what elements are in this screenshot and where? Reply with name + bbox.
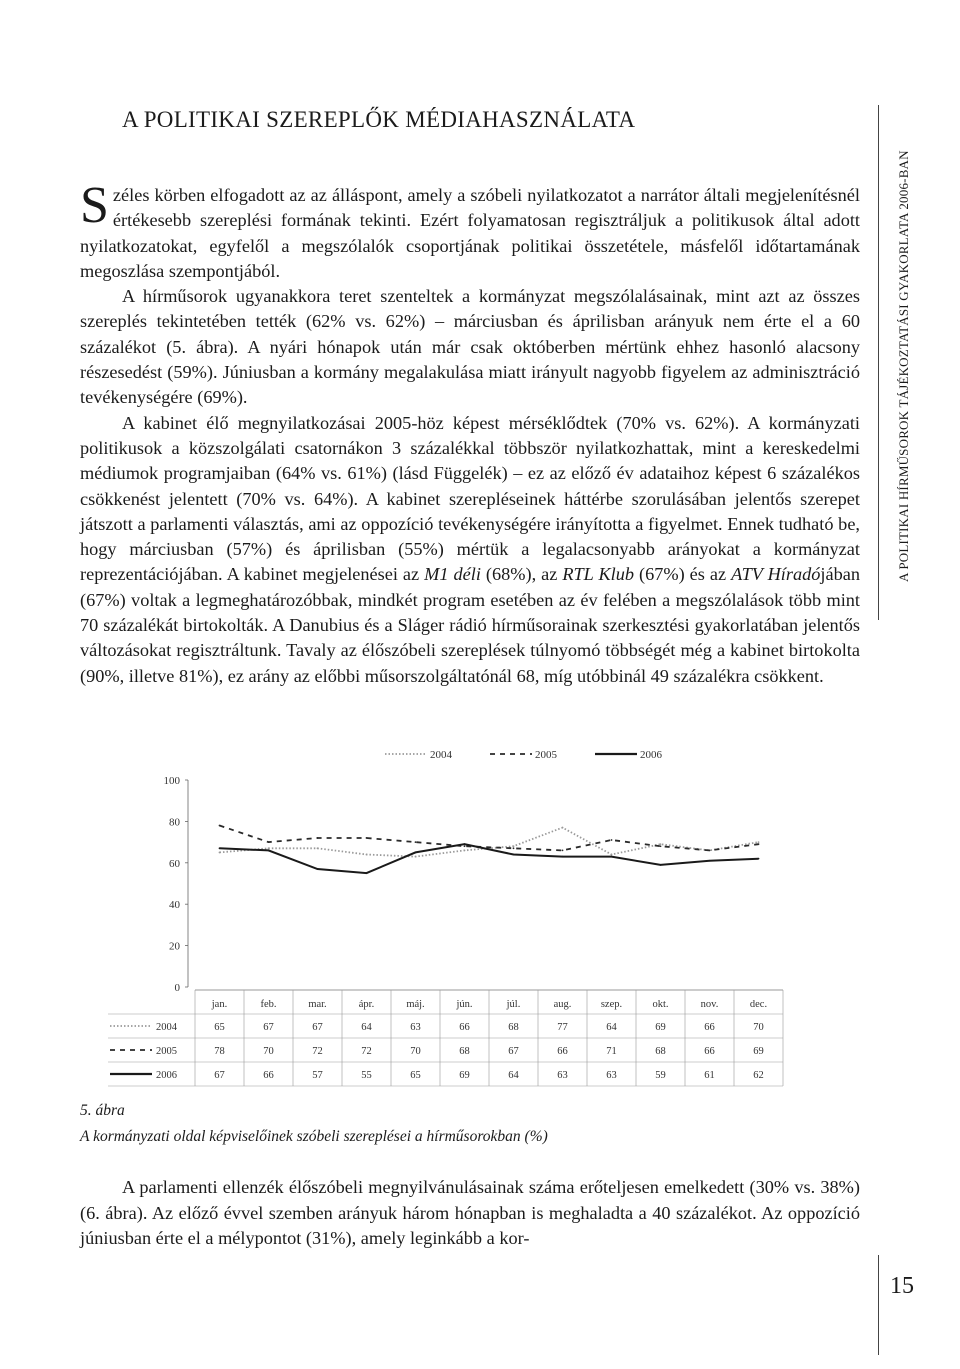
data-label: 67 xyxy=(508,1046,519,1057)
data-label: 67 xyxy=(263,1022,274,1033)
data-label: 67 xyxy=(214,1070,225,1081)
x-tick-label: mar. xyxy=(308,999,327,1010)
data-point-2006 xyxy=(758,858,760,860)
data-point-2004 xyxy=(611,854,613,856)
x-tick-label: nov. xyxy=(700,999,719,1010)
y-tick-label: 40 xyxy=(169,899,180,912)
data-point-2004 xyxy=(268,847,270,849)
data-label: 70 xyxy=(410,1046,421,1057)
data-label: 78 xyxy=(214,1046,225,1057)
data-label: 65 xyxy=(214,1022,225,1033)
data-label: 59 xyxy=(655,1070,666,1081)
paragraph-3 xyxy=(80,411,860,689)
data-point-2004 xyxy=(660,843,662,845)
data-label: 70 xyxy=(753,1022,764,1033)
data-point-2006 xyxy=(415,852,417,854)
margin-rule-top xyxy=(878,105,879,620)
data-label: 55 xyxy=(361,1070,372,1081)
table-series-label: 2005 xyxy=(156,1046,177,1057)
data-label: 61 xyxy=(704,1070,715,1081)
data-label: 69 xyxy=(655,1022,666,1033)
data-label: 68 xyxy=(459,1046,470,1057)
paragraph-4: A parlamenti ellenzék élőszóbeli megnyilvánulásainak száma erőteljesen emelkedett (30% vs. 38%) (6. ábra). Az előző évvel szemben arányuk három hónapban is meghaladta a 40 százalékot. Az oppozíció júniusban érte el a mélypontot (31%), amely leginkább a kor- xyxy=(80,1177,860,1248)
y-tick-label: 100 xyxy=(163,775,180,787)
x-tick-label: dec. xyxy=(749,999,768,1010)
data-point-2004 xyxy=(366,854,368,856)
data-label: 66 xyxy=(704,1022,715,1033)
data-label: 66 xyxy=(704,1046,715,1057)
paragraph-1-text: zéles körben elfogadott az az álláspont, amely a szóbeli nyilatkozatot a narrátor általi megjelenítésnél értékesebb szereplési formának tekinti. Ezért folyamatosan regisztráljuk a politikusok által adott nyilatkozatokat, egyfelől a megszólalók csoportjának politikai összetétele, másfelől időtartamának megoszlása szempontjából. xyxy=(80,185,860,281)
data-point-2004 xyxy=(513,845,515,847)
x-tick-label: aug. xyxy=(553,999,572,1010)
p3-part-d: jában (67%) voltak a legmeghatározóbbak, mindkét program esetében az év felében a megszólalások több mint 70 százalékát birtokolták. A Danubius és a Sláger rádió hírműsorainak szerkesztési gyakorlatában jelentős változásokat regisztráltunk. Tavaly az élőszóbeli szereplések túlnyomó többségét még a kabinet birtokolta (90%, illetve 81%), ez arány az előbbi műsorszolgáltatónál 68, míg utóbbinál 49 százalékra csökkent. xyxy=(80,564,860,686)
data-point-2005 xyxy=(366,837,368,839)
data-point-2006 xyxy=(562,856,564,858)
running-head-text: A POLITIKAI HÍRMŰSOROK TÁJÉKOZTATÁSI GYAKORLATA 2006-BAN xyxy=(896,150,911,582)
data-label: 65 xyxy=(410,1070,421,1081)
x-tick-label: okt. xyxy=(652,999,669,1010)
main-text xyxy=(80,177,860,689)
p3-part-b: (68%), az xyxy=(480,564,563,585)
paragraph-1 xyxy=(80,177,860,284)
x-tick-label: jún. xyxy=(456,999,473,1010)
data-point-2005 xyxy=(709,849,711,851)
data-label: 70 xyxy=(263,1046,274,1057)
data-point-2005 xyxy=(611,839,613,841)
data-label: 68 xyxy=(655,1046,666,1057)
data-point-2005 xyxy=(513,847,515,849)
table-series-label: 2006 xyxy=(156,1070,177,1081)
data-label: 66 xyxy=(263,1070,274,1081)
data-label: 72 xyxy=(361,1046,372,1057)
program-atv-hirado: ATV Híradó xyxy=(731,564,821,585)
series-line-2005 xyxy=(220,826,759,851)
data-label: 68 xyxy=(508,1022,519,1033)
data-point-2004 xyxy=(464,849,466,851)
data-point-2004 xyxy=(219,852,221,854)
drop-cap: S xyxy=(80,177,109,234)
data-point-2005 xyxy=(464,845,466,847)
p3-part-a: A kabinet élő megnyilatkozásai 2005-höz képest mérséklődtek (70% vs. 62%). A kormányzati politikusok a közszolgálati csatornákon 3 százalékkal többször nyilatkozhattak, mint a kereskedelmi médiumok programjaiban (64% vs. 61%) (lásd Függelék) – ez az előző év adataihoz képest 6 százalékos csökkenést jelentett (70% vs. 64%). A kabinet szerepléseinek háttérbe szorulásában jelentős szerepet játszott a parlamenti választás, ami az oppozíció tevékenységére irányította a figyelmet. Ennek tudható be, hogy márciusban (57%) és áprilisban (55%) mértük a legalacsonyabb arányokat a kormányzat reprezentációjában. A kabinet megjelenései az xyxy=(80,412,860,585)
running-head xyxy=(894,112,914,582)
data-label: 72 xyxy=(312,1046,323,1057)
data-label: 64 xyxy=(361,1022,372,1033)
data-label: 71 xyxy=(606,1046,617,1057)
data-label: 69 xyxy=(459,1070,470,1081)
data-point-2005 xyxy=(562,849,564,851)
data-point-2005 xyxy=(268,841,270,843)
data-label: 62 xyxy=(753,1070,764,1081)
data-point-2006 xyxy=(709,860,711,862)
data-point-2006 xyxy=(366,872,368,874)
data-point-2005 xyxy=(317,837,319,839)
program-rtl-klub: RTL Klub xyxy=(562,564,635,585)
data-point-2006 xyxy=(219,847,221,849)
data-label: 57 xyxy=(312,1070,323,1081)
x-tick-label: jan. xyxy=(211,999,228,1010)
data-point-2006 xyxy=(317,868,319,870)
p3-part-c: (67%) és az xyxy=(634,564,732,585)
y-tick-label: 20 xyxy=(169,940,180,953)
data-point-2005 xyxy=(758,843,760,845)
figure-number: 5. ábra xyxy=(80,1102,125,1119)
y-tick-label: 0 xyxy=(174,982,180,994)
legend-label-2004: 2004 xyxy=(430,749,452,761)
y-tick-label: 80 xyxy=(169,816,180,829)
data-label: 64 xyxy=(606,1022,617,1033)
page-title: A POLITIKAI SZEREPLŐK MÉDIAHASZNÁLATA xyxy=(122,107,636,132)
line-chart xyxy=(100,740,840,1090)
x-tick-label: máj. xyxy=(406,999,425,1010)
legend-label-2006: 2006 xyxy=(640,749,662,761)
data-point-2004 xyxy=(758,841,760,843)
x-tick-label: ápr. xyxy=(358,999,375,1010)
y-tick-label: 60 xyxy=(169,857,180,870)
data-point-2005 xyxy=(219,825,221,827)
page-number: 15 xyxy=(890,1273,914,1299)
chart-legend xyxy=(385,749,663,761)
data-label: 66 xyxy=(459,1022,470,1033)
data-label: 66 xyxy=(557,1046,568,1057)
data-label: 77 xyxy=(557,1022,568,1033)
chart-lines xyxy=(219,825,760,874)
data-point-2006 xyxy=(611,856,613,858)
x-tick-label: szep. xyxy=(600,999,623,1010)
data-point-2006 xyxy=(464,843,466,845)
data-point-2005 xyxy=(415,841,417,843)
bottom-text xyxy=(80,1175,860,1252)
data-label: 63 xyxy=(606,1070,617,1081)
x-tick-label: júl. xyxy=(506,999,521,1010)
figure-caption: A kormányzati oldal képviselőinek szóbeli szereplései a hírműsorokban (%) xyxy=(80,1128,548,1145)
data-label: 64 xyxy=(508,1070,519,1081)
y-axis xyxy=(164,775,189,994)
data-point-2006 xyxy=(268,849,270,851)
x-tick-label: feb. xyxy=(260,999,277,1010)
data-point-2004 xyxy=(562,827,564,829)
legend-label-2005: 2005 xyxy=(535,749,557,761)
data-point-2006 xyxy=(660,864,662,866)
data-label: 63 xyxy=(557,1070,568,1081)
data-label: 63 xyxy=(410,1022,421,1033)
data-point-2005 xyxy=(660,845,662,847)
data-point-2004 xyxy=(317,847,319,849)
data-point-2006 xyxy=(513,854,515,856)
data-label: 69 xyxy=(753,1046,764,1057)
series-line-2004 xyxy=(220,828,759,857)
data-table xyxy=(108,990,783,1086)
program-m1-deli: M1 déli xyxy=(424,564,481,585)
data-point-2004 xyxy=(415,856,417,858)
paragraph-2: A hírműsorok ugyanakkora teret szenteltek a kormányzat megszólalásainak, mint azt az összes szereplés tekintetében tették (62% vs. 62%) – márciusban és áprilisban arányuk nem érte el a 60 százalékot (5. ábra). A nyári hónapok után már csak októberben mértünk ehhez hasonló alacsony részesedést (59%). Júniusban a kormány megalakulása miatt irányult nagyobb figyelem az adminisztráció tevékenységére (69%). xyxy=(80,286,860,408)
margin-rule-bottom xyxy=(878,1255,879,1355)
data-label: 67 xyxy=(312,1022,323,1033)
table-series-label: 2004 xyxy=(156,1022,177,1033)
